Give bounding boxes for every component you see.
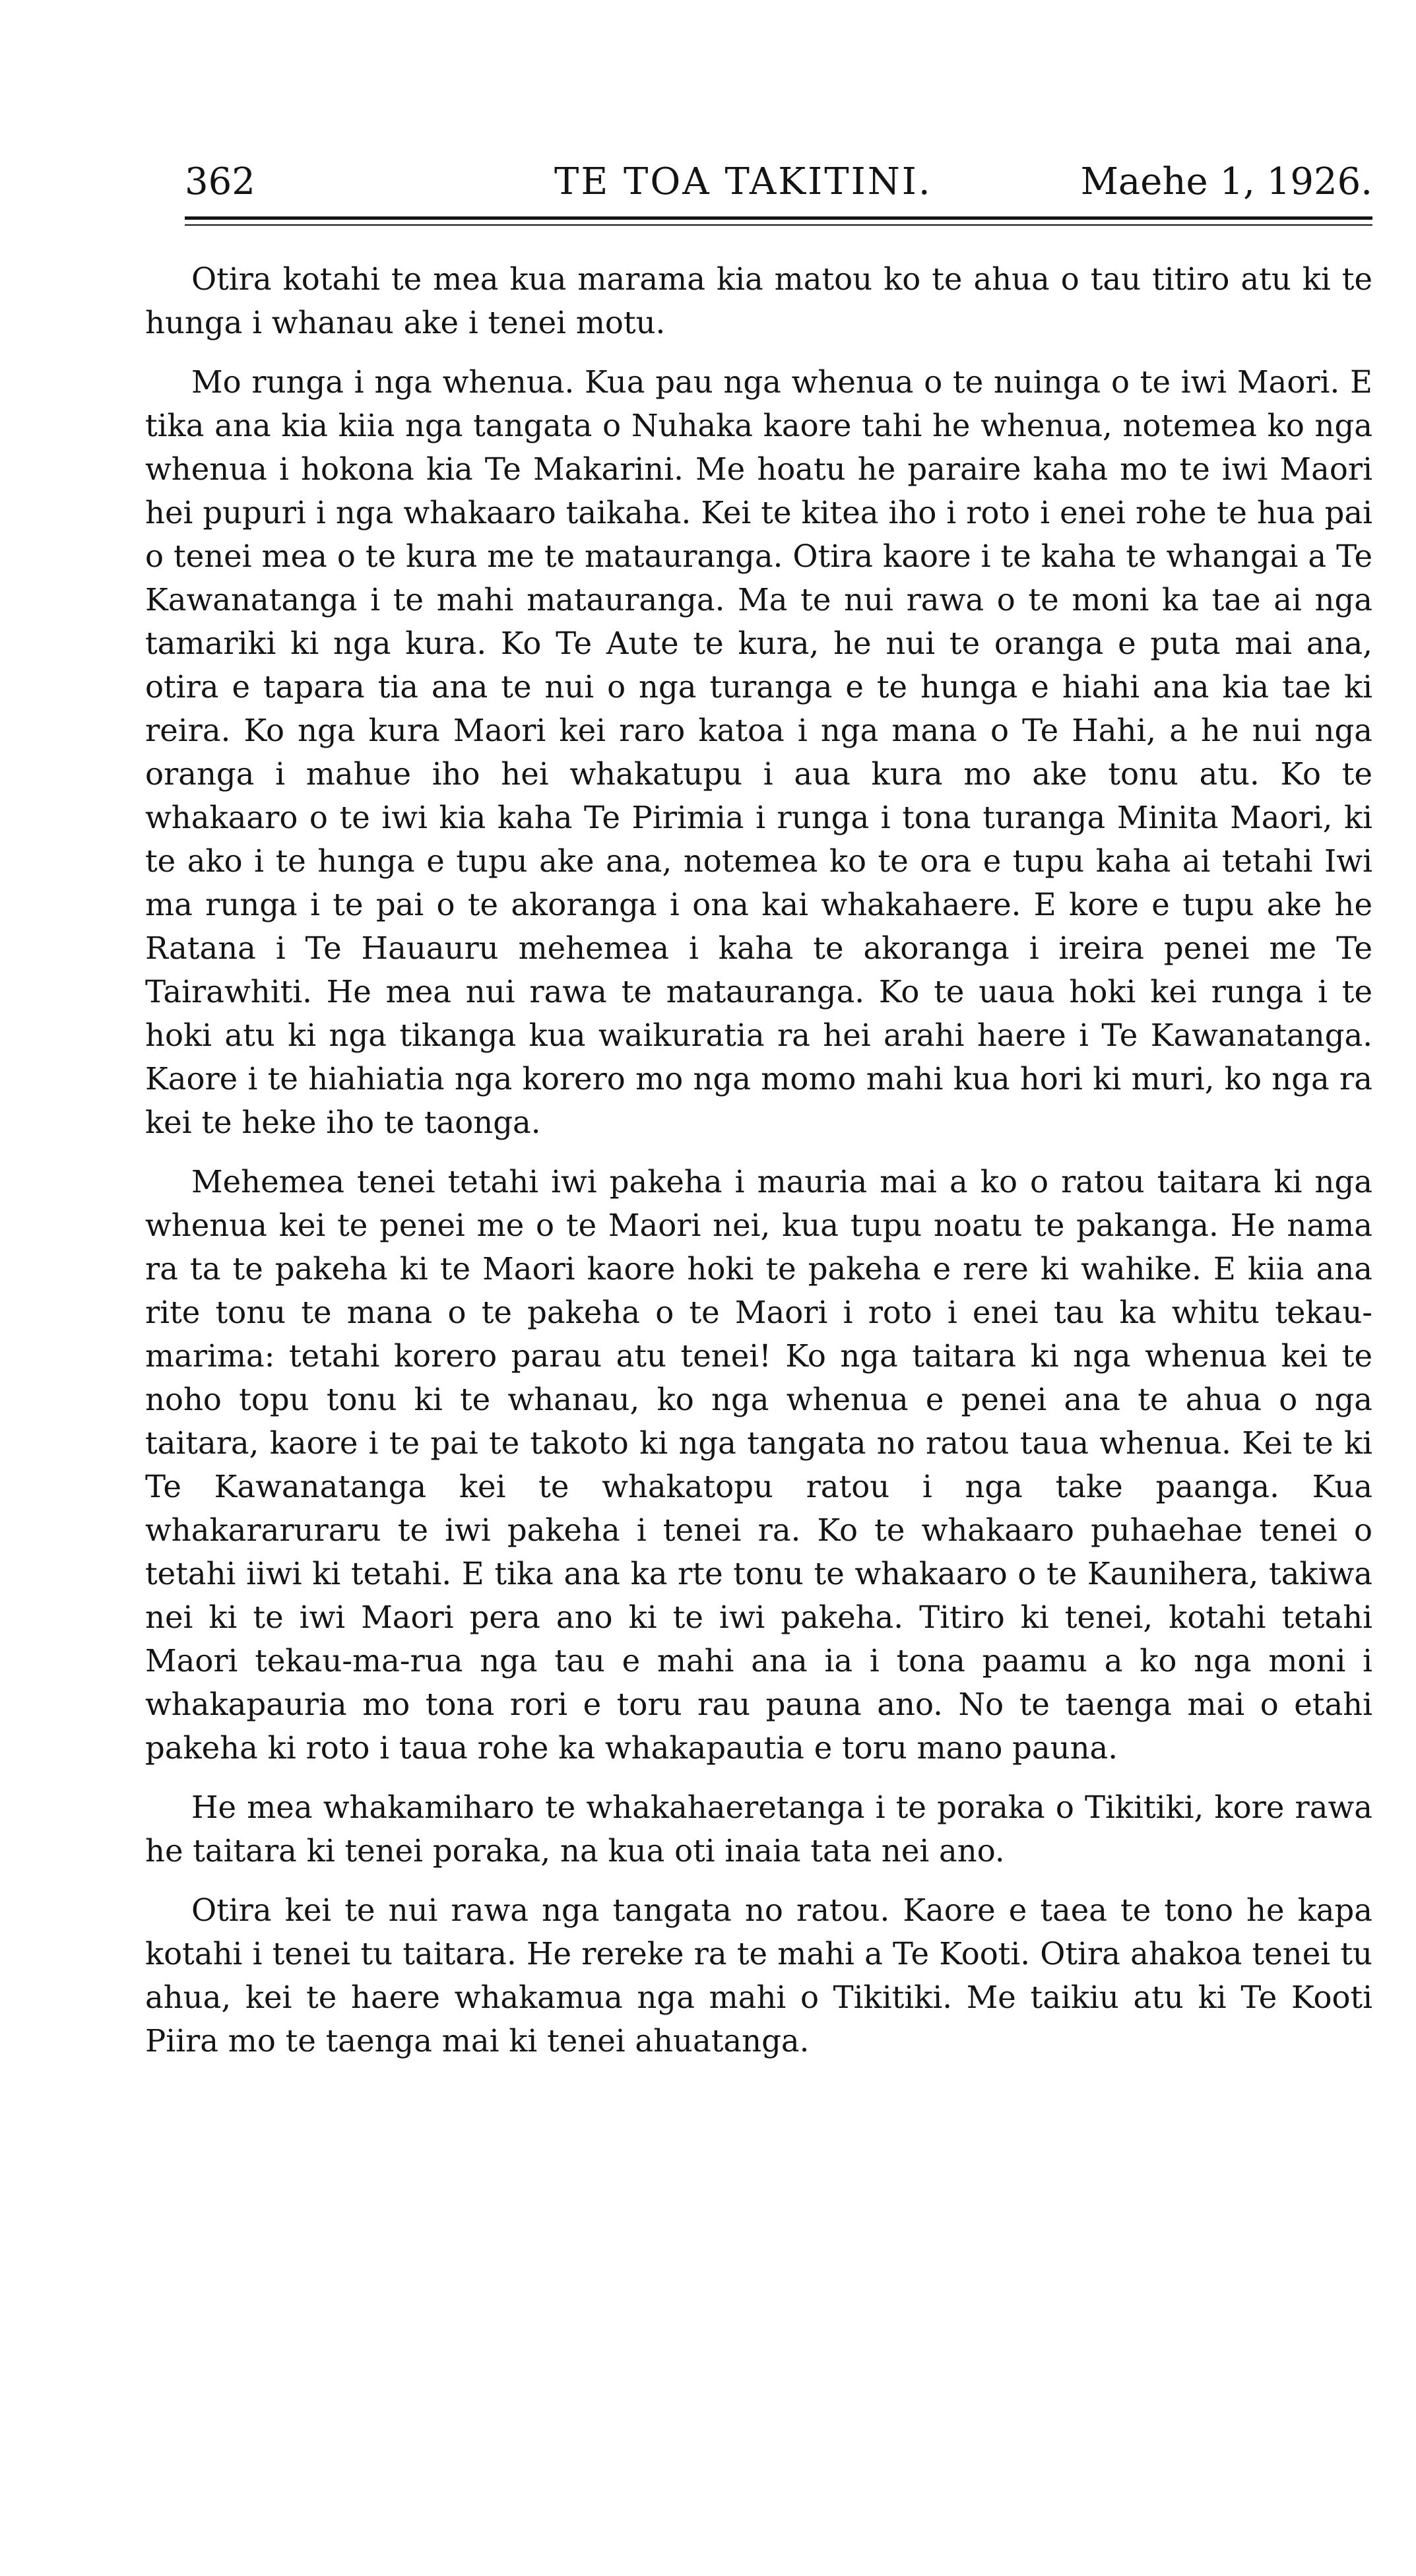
paragraph: Mo runga i nga whenua. Kua pau nga whenua o te nuinga o te iwi Maori. E tika ana kia kiia nga tangata o Nuhaka kaore tahi he whenua, notemea ko nga whenua i hokona kia Te Makarini. Me hoatu he paraire kaha mo te iwi Maori hei pupuri i nga whakaaro taikaha. Kei te kitea iho i roto i enei rohe te hua pai o tenei mea o te kura me te matauranga. Otira kaore i te kaha te whangai a Te Kawanatanga i te mahi matauranga. Ma te nui rawa o te moni ka tae ai nga tamariki ki nga kura. Ko Te Aute te kura, he nui te oranga e puta mai ana, otira e tapara tia ana te nui o nga turanga e te hunga e hiahi ana kia tae ki reira. Ko nga kura Maori kei raro katoa i nga mana o Te Hahi, a he nui nga oranga i mahue iho hei whakatupu i aua kura mo ake tonu atu. Ko te whakaaro o te iwi kia kaha Te Pirimia i runga i tona turanga Minita Maori, ki te ako i te hunga e tupu ake ana, notemea ko te ora e tupu kaha ai tetahi Iwi ma runga i te pai o te akoranga i ona kai whakahaere. E kore e tupu ake he Ratana i Te Hauauru mehemea i kaha te akoranga i ireira penei me Te Tairawhiti. He mea nui rawa te matauranga. Ko te uaua hoki kei runga i te hoki atu ki nga tikanga kua waikuratia ra hei arahi haere i Te Kawanatanga. Kaore i te hiahiatia nga korero mo nga momo mahi kua hori ki muri, ko nga ra kei te heke iho te taonga. <box>145 364 1372 1140</box>
paragraph: Otira kotahi te mea kua marama kia matou ko te ahua o tau titiro atu ki te hunga i whanau ake i tenei motu. <box>145 261 1372 340</box>
page-number: 362 <box>185 160 255 203</box>
page-header <box>185 156 1372 209</box>
issue-date: Maehe 1, 1926. <box>1080 160 1372 203</box>
article-body <box>145 257 1372 2078</box>
header-rule-thick <box>185 216 1372 220</box>
paragraph: He mea whakamiharo te whakahaeretanga i te poraka o Tikitiki, kore rawa he taitara ki tenei poraka, na kua oti inaia tata nei ano. <box>145 1789 1372 1869</box>
paragraph: Mehemea tenei tetahi iwi pakeha i mauria mai a ko o ratou taitara ki nga whenua kei te penei me o te Maori nei, kua tupu noatu te pakanga. He nama ra ta te pakeha ki te Maori kaore hoki te pakeha e rere ki wahike. E kiia ana rite tonu te mana o te pakeha o te Maori i roto i enei tau ka whitu tekau-marima: tetahi korero parau atu tenei! Ko nga taitara ki nga whenua kei te noho topu tonu ki te whanau, ko nga whenua e penei ana te ahua o nga taitara, kaore i te pai te takoto ki nga tangata no ratou taua whenua. Kei te ki Te Kawanatanga kei te whakatopu ratou i nga take paanga. Kua whakararuraru te iwi pakeha i tenei ra. Ko te whakaaro puhaehae tenei o tetahi iiwi ki tetahi. E tika ana ka rte tonu te whakaaro o te Kaunihera, takiwa nei ki te iwi Maori pera ano ki te iwi pakeha. Titiro ki tenei, kotahi tetahi Maori tekau-ma-rua nga tau e mahi ana ia i tona paamu a ko nga moni i whakapauria mo tona rori e toru rau pauna ano. No te taenga mai o etahi pakeha ki roto i taua rohe ka whakapautia e toru mano pauna. <box>145 1164 1372 1766</box>
publication-title: TE TOA TAKITINI. <box>554 160 932 203</box>
paragraph: Otira kei te nui rawa nga tangata no ratou. Kaore e taea te tono he kapa kotahi i tenei tu taitara. He rereke ra te mahi a Te Kooti. Otira ahakoa tenei tu ahua, kei te haere whakamua nga mahi o Tikitiki. Me taikiu atu ki Te Kooti Piira mo te taenga mai ki tenei ahuatanga. <box>145 1892 1372 2059</box>
header-rule-thin <box>185 224 1372 226</box>
